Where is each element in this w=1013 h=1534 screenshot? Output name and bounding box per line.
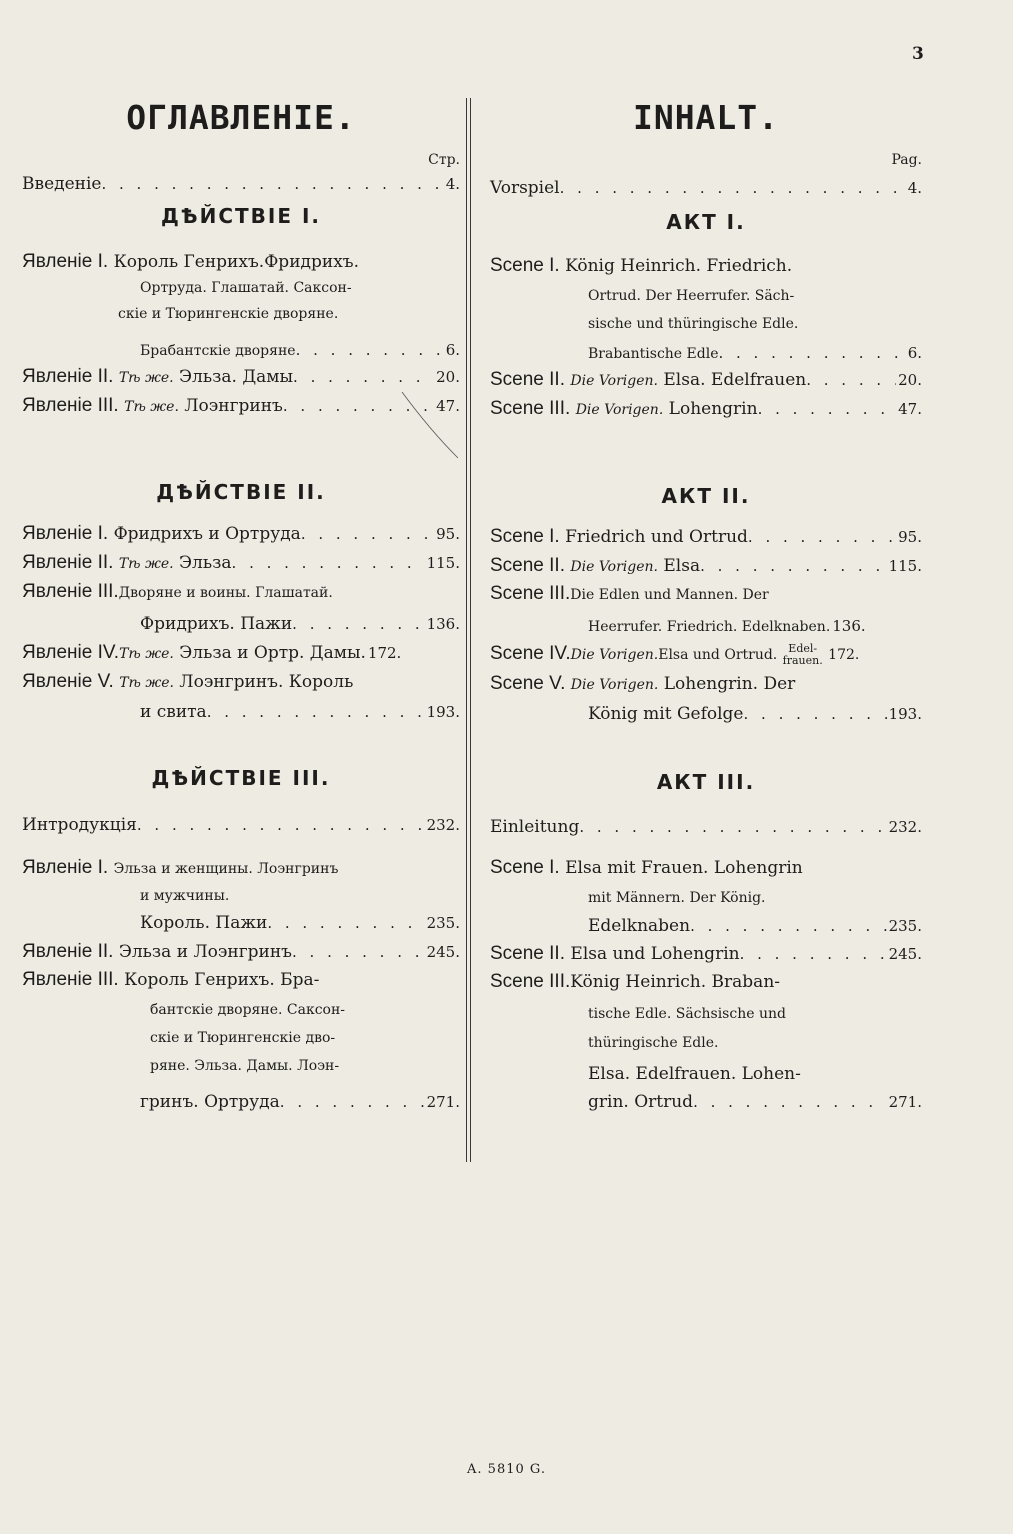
ru-act2-s4-entry — [22, 641, 460, 665]
de-intro-entry — [490, 176, 922, 200]
ru-act1-s1-line3: скіе и Тюрингенскіе дворяне. — [118, 306, 339, 322]
ru-act2-s3-line2: Фридрихъ. Пажи — [140, 614, 293, 634]
ru-intro-text: Введеніе — [22, 174, 102, 194]
ru-act1-s1-page: 6. — [445, 341, 460, 359]
de-act3-s1-line3: Edelknaben — [588, 916, 691, 936]
ru-act1-s1-line4: Брабантскіе дворяне — [140, 343, 296, 359]
de-act2-s1-label: Scene I. — [490, 526, 560, 547]
ru-act1-s1-label: Явленіе I. — [22, 251, 109, 272]
ru-act1-s2-page: 20. — [436, 368, 460, 386]
ru-act1-s2-italic: Тѣ же. — [118, 370, 174, 386]
de-act2-s3-line2: Heerrufer. Friedrich. Edelknaben. — [588, 619, 831, 635]
ru-act1-s3-label: Явленіе III. — [22, 395, 119, 416]
ru-act3-s3-line4: ряне. Эльза. Дамы. Лоэн- — [150, 1058, 340, 1074]
de-act2-s5-italic: Die Vorigen. — [570, 677, 659, 693]
de-act1-s1-entry — [588, 341, 922, 365]
ru-act3-intro-page: 232. — [426, 816, 460, 834]
ru-act1-s3-italic: Тѣ же. — [124, 399, 179, 415]
de-act3-s3-label: Scene III. — [490, 971, 571, 992]
ru-act3-s2-label: Явленіе II. — [22, 941, 114, 962]
de-act3-s3-entry — [588, 1090, 922, 1114]
ru-act1-s3-text: Лоэнгринъ — [184, 396, 283, 416]
page-number: 3 — [912, 44, 924, 64]
ru-act2-s5-line2: и свита — [140, 702, 207, 722]
de-act1-s1-line4: Brabantische Edle — [588, 346, 719, 362]
ru-act3-s2-entry — [22, 940, 460, 964]
de-act2-s3-entry — [588, 614, 922, 638]
de-act3-s3-line5: grin. Ortrud — [588, 1092, 694, 1112]
de-act1-s2-page: 20. — [898, 371, 922, 389]
de-act2-s3-label: Scene III. — [490, 583, 571, 604]
de-act1-s1-page: 6. — [907, 344, 922, 362]
de-act1-s3-page: 47. — [898, 400, 922, 418]
ru-act3-s1-line3: Король. Пажи — [140, 913, 268, 933]
ru-act2-s3-page: 136. — [426, 615, 460, 633]
ru-act3-s1-line1: Эльза и женщины. Лоэнгринъ — [113, 861, 339, 877]
de-act2-s4-text: Elsa und Ortrud. — [658, 647, 778, 663]
ru-act3-s1-line2: и мужчины. — [140, 888, 230, 904]
de-act1-s2-italic: Die Vorigen. — [570, 373, 658, 389]
de-act3-s3-line4: Elsa. Edelfrauen. Lohen- — [588, 1064, 801, 1084]
ru-act2-s3-entry — [140, 612, 460, 636]
de-act1-s1-line1: König Heinrich. Friedrich. — [565, 256, 793, 276]
ru-act2-s5-label: Явленіе V. — [22, 671, 114, 692]
de-intro-page: 4. — [907, 179, 922, 197]
de-act2-s3-page: 136. — [832, 617, 866, 635]
ru-act2-heading: ДѢЙСТВІЕ II. — [156, 480, 326, 504]
ru-act2-s4-page: 172. — [367, 644, 402, 662]
de-act3-s1-entry — [588, 914, 922, 938]
ru-act2-s4-italic: Тѣ же. — [119, 646, 174, 662]
de-act1-s1-line3: sische und thüringische Edle. — [588, 316, 799, 332]
ru-act2-s5-entry — [140, 700, 460, 724]
de-act2-s5-line2: König mit Gefolge — [588, 704, 744, 724]
de-act2-heading: АКТ II. — [661, 484, 751, 508]
de-act3-intro-text: Einleitung — [490, 817, 580, 837]
de-act3-s2-label: Scene II. — [490, 943, 565, 964]
ru-act1-s1-entry — [140, 338, 460, 362]
de-act2-s5-entry — [588, 702, 922, 726]
de-act2-s2-label: Scene II. — [490, 555, 565, 576]
de-act2-s4-sub: frauen. — [782, 653, 823, 667]
de-act3-heading: АКТ III. — [656, 770, 756, 794]
ru-act1-s3-entry — [22, 394, 460, 418]
de-act3-s2-page: 245. — [888, 945, 922, 963]
ru-act2-s5-page: 193. — [426, 703, 460, 721]
ru-page-label: Стр. — [428, 152, 460, 168]
ru-act1-heading: ДѢЙСТВІЕ I. — [160, 204, 322, 228]
de-act3-s1-line1: Elsa mit Frauen. Lohengrin — [565, 858, 803, 878]
ru-act2-s3-label: Явленіе III. — [22, 581, 119, 602]
de-act3-s3-line2: tische Edle. Sächsische und — [588, 1006, 786, 1022]
de-act1-s1-label: Scene I. — [490, 255, 560, 276]
ru-act3-s2-page: 245. — [426, 943, 460, 961]
ru-intro-page: 4. — [445, 175, 460, 193]
de-act2-s2-page: 115. — [888, 557, 922, 575]
de-act3-intro-page: 232. — [888, 818, 922, 836]
de-act2-s5-label: Scene V. — [490, 673, 566, 694]
de-intro-text: Vorspiel — [490, 178, 560, 198]
ru-act1-s2-text: Эльза. Дамы — [179, 367, 294, 387]
de-act2-s4-sup: Edel- — [788, 641, 818, 655]
ru-act1-s2-entry — [22, 365, 460, 389]
ru-act3-s3-line2: бантскіе дворяне. Саксон- — [150, 1002, 346, 1018]
de-act3-s3-page: 271. — [888, 1093, 922, 1111]
de-act3-s3-line3: thüringische Edle. — [588, 1035, 719, 1051]
de-act1-heading: АКТ I. — [666, 210, 746, 234]
footer-catalog-number: A. 5810 G. — [467, 1462, 546, 1477]
ru-act3-s3-line3: скіе и Тюрингенскіе дво- — [150, 1030, 336, 1046]
ru-act2-s1-text: Фридрихъ и Ортруда — [113, 524, 301, 544]
de-act1-s2-entry — [490, 368, 922, 392]
ru-act3-s1-entry — [140, 911, 460, 935]
ru-act3-s1-label: Явленіе I. — [22, 857, 109, 878]
de-act1-s1-line2: Ortrud. Der Heerrufer. Säch- — [588, 288, 795, 304]
de-act3-s1-page: 235. — [888, 917, 922, 935]
de-act3-s2-entry — [490, 942, 922, 966]
ru-act3-s2-text: Эльза и Лоэнгринъ — [118, 942, 292, 962]
ru-act2-s5-line1: Лоэнгринъ. Король — [179, 672, 354, 692]
ru-act1-s1-line2: Ортруда. Глашатай. Саксон- — [140, 280, 352, 296]
de-act3-s1-label: Scene I. — [490, 857, 560, 878]
de-act1-s3-entry — [490, 397, 922, 421]
de-act2-s1-entry — [490, 525, 922, 549]
de-act3-s3-line1: König Heinrich. Braban- — [570, 972, 781, 992]
ru-intro-entry — [22, 172, 460, 196]
de-act2-s1-text: Friedrich und Ortrud — [565, 527, 748, 547]
ru-act2-s1-label: Явленіе I. — [22, 523, 109, 544]
ru-act3-s1-page: 235. — [426, 914, 460, 932]
de-act2-s5-line1: Lohengrin. Der — [663, 674, 796, 694]
ru-act3-s3-entry — [140, 1090, 460, 1114]
de-act1-s2-text: Elsa. Edelfrauen — [663, 370, 807, 390]
de-act1-s3-text: Lohengrin — [668, 399, 758, 419]
de-act2-s4-page: 172. — [828, 647, 860, 663]
de-act2-s4-label: Scene IV. — [490, 643, 571, 664]
de-act1-s3-label: Scene III. — [490, 398, 571, 419]
de-page-label: Pag. — [891, 152, 922, 168]
ru-act1-s3-page: 47. — [436, 397, 460, 415]
ru-act3-s3-label: Явленіе III. — [22, 969, 119, 990]
ru-act2-s4-label: Явленіе IV. — [22, 642, 120, 663]
ru-act2-s2-italic: Тѣ же. — [118, 556, 174, 572]
de-act2-s2-text: Elsa — [663, 556, 701, 576]
de-act2-s4-entry — [490, 642, 922, 666]
ru-act2-s5-italic: Тѣ же. — [119, 675, 175, 691]
de-act2-s2-italic: Die Vorigen. — [570, 559, 658, 575]
de-act2-s1-page: 95. — [898, 528, 922, 546]
ru-act3-intro-entry — [22, 813, 460, 837]
ru-act2-s2-page: 115. — [426, 554, 460, 572]
de-act3-s1-line2: mit Männern. Der König. — [588, 890, 766, 906]
ru-act2-s4-text: Эльза и Ортр. Дамы. — [179, 643, 366, 663]
column-divider — [466, 98, 471, 1162]
de-act2-s2-entry — [490, 554, 922, 578]
ru-act2-s1-page: 95. — [436, 525, 460, 543]
de-act1-s3-italic: Die Vorigen. — [575, 402, 664, 418]
ru-act3-intro-text: Интродукція — [22, 815, 137, 835]
ru-act2-s2-label: Явленіе II. — [22, 552, 114, 573]
de-act2-s4-italic: Die Vorigen. — [570, 647, 659, 663]
ru-act3-s3-line5: гринъ. Ортруда — [140, 1092, 280, 1112]
ru-act2-s2-text: Эльза — [179, 553, 232, 573]
ru-act1-s2-label: Явленіе II. — [22, 366, 114, 387]
ru-act1-s1-line1: Король Генрихъ.Фридрихъ. — [113, 252, 360, 272]
de-act1-s2-label: Scene II. — [490, 369, 565, 390]
de-act3-intro-entry — [490, 815, 922, 839]
de-act2-s3-line1: Die Edlen und Mannen. Der — [570, 587, 769, 603]
ru-act3-s3-line1: Король Генрихъ. Бра- — [124, 970, 320, 990]
de-title: INHALT. — [632, 98, 780, 137]
ru-act2-s2-entry — [22, 551, 460, 575]
ru-act3-s3-page: 271. — [426, 1093, 460, 1111]
de-act2-s5-page: 193. — [888, 705, 922, 723]
ru-act3-heading: ДѢЙСТВІЕ III. — [151, 766, 331, 790]
ru-act2-s3-line1: Дворяне и воины. Глашатай. — [118, 585, 333, 601]
ru-title: ОГЛАВЛЕНІЕ. — [126, 98, 356, 137]
ru-act2-s1-entry — [22, 522, 460, 546]
de-act3-s2-text: Elsa und Lohengrin — [570, 944, 740, 964]
